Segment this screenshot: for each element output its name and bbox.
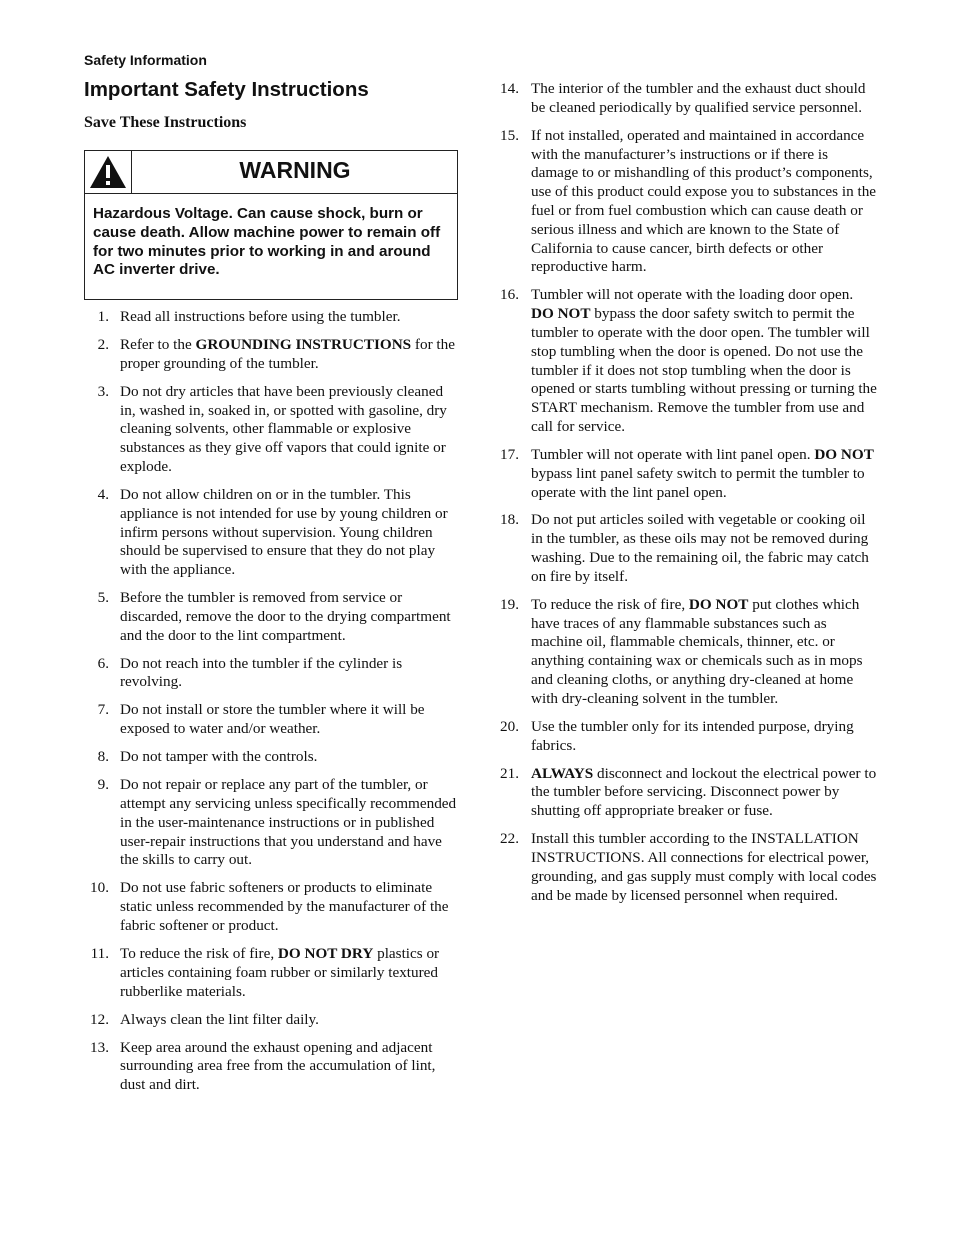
list-item xyxy=(497,446,877,502)
item-number: 16. xyxy=(500,286,519,304)
emphasis-text: DO NOT xyxy=(531,305,591,323)
item-text-segment: Before the tumbler is removed from service or discarded, remove the door to the drying compartment and the door to the lint compartment. xyxy=(120,589,451,644)
instructions-column-left xyxy=(84,308,460,1104)
list-item xyxy=(84,945,460,1001)
item-text xyxy=(531,446,874,501)
warning-text: Hazardous Voltage. Can cause shock, burn or cause death. Allow machine power to remain off for two minutes prior to working in and around AC inverter drive. xyxy=(93,205,441,279)
list-item xyxy=(84,776,460,870)
item-number: 18. xyxy=(500,511,519,529)
item-number: 8. xyxy=(97,748,109,766)
item-number: 2. xyxy=(97,335,109,353)
item-text-segment: Do not reach into the tumbler if the cylinder is revolving. xyxy=(120,654,403,691)
item-text xyxy=(120,383,447,475)
list-item xyxy=(497,830,877,905)
item-text xyxy=(120,945,439,1000)
list-item xyxy=(84,589,460,645)
item-number: 7. xyxy=(97,701,109,719)
emphasis-text: DO NOT DRY xyxy=(277,944,374,962)
list-item xyxy=(497,765,877,821)
item-text xyxy=(120,1039,435,1094)
list-item xyxy=(497,80,877,118)
list-item xyxy=(84,308,460,327)
item-number: 12. xyxy=(90,1010,109,1028)
item-text-segment: Always clean the lint filter daily. xyxy=(120,1010,319,1028)
item-number: 22. xyxy=(500,830,519,848)
item-text-segment: The interior of the tumbler and the exhaust duct should be cleaned periodically by qualified service personnel. xyxy=(531,80,866,116)
item-text xyxy=(531,718,854,754)
list-item xyxy=(84,486,460,580)
item-text xyxy=(120,1011,319,1028)
item-text xyxy=(120,655,402,691)
item-text-segment: Do not install or store the tumbler where it will be exposed to water and/or weather. xyxy=(120,701,425,738)
item-text-segment: To reduce the risk of fire, xyxy=(531,595,689,613)
item-text-segment: Do not use fabric softeners or products to eliminate static unless recommended by the manufacturer of the fabric softener or product. xyxy=(120,879,449,934)
item-number: 6. xyxy=(97,654,109,672)
item-text-segment: Use the tumbler only for its intended purpose, drying fabrics. xyxy=(531,717,854,754)
list-item xyxy=(84,383,460,477)
item-text xyxy=(531,830,876,903)
item-text xyxy=(120,308,401,325)
item-text xyxy=(531,765,876,820)
item-text-segment: for the proper grounding of the tumbler. xyxy=(120,335,455,372)
instructions-column-right xyxy=(497,80,877,915)
list-item xyxy=(84,879,460,935)
item-number: 14. xyxy=(500,80,519,97)
item-text-segment: Install this tumbler according to the INSTALLATION INSTRUCTIONS. All connections for electrical power, grounding, and gas supply must comply with local codes and be made by licensed personnel when required. xyxy=(531,830,877,904)
item-number: 10. xyxy=(90,879,109,897)
item-text xyxy=(120,701,425,737)
item-text xyxy=(120,776,456,868)
emphasis-text: DO NOT xyxy=(814,445,874,463)
section-label: Safety Information xyxy=(84,52,207,68)
list-item xyxy=(84,1039,460,1095)
item-text xyxy=(120,486,448,578)
list-item xyxy=(497,286,877,436)
emphasis-text: ALWAYS xyxy=(531,764,594,782)
item-text xyxy=(120,589,451,644)
list-item xyxy=(497,718,877,756)
item-text-segment: If not installed, operated and maintained in accordance with the manufacturer’s instructions or if there is damage to or mishandling of this product’s components, use of this product could expose you to substances in the fuel or from fuel combustion which can cause death or serious illness and which are known to the State of California to cause cancer, birth defects or other reproductive harm. xyxy=(531,126,877,276)
warning-header xyxy=(85,151,457,194)
page-subtitle: Save These Instructions xyxy=(84,114,247,131)
item-text-segment: Read all instructions before using the tumbler. xyxy=(120,308,401,325)
item-text-segment: Do not dry articles that have been previously cleaned in, washed in, soaked in, or spotted with gasoline, dry cleaning solvents, other flammable or explosive substances as they give off vapors that could ignite or explode. xyxy=(120,382,447,475)
item-number: 11. xyxy=(90,944,109,962)
list-item xyxy=(84,336,460,374)
item-text xyxy=(120,336,455,372)
item-text-segment: Do not put articles soiled with vegetable or cooking oil in the tumbler, as these oils may not be removed during washing. Due to the remaining oil, the fabric may catch on fire by itself. xyxy=(531,511,869,585)
emphasis-text: GROUNDING INSTRUCTIONS xyxy=(195,335,412,353)
item-text-segment: Refer to the xyxy=(120,335,196,353)
item-text xyxy=(120,748,317,765)
item-text-segment: Tumbler will not operate with the loading door open. xyxy=(531,286,854,304)
item-text-segment: Keep area around the exhaust opening and adjacent surrounding area free from the accumulation of lint, dust and dirt. xyxy=(120,1038,436,1094)
emphasis-text: DO NOT xyxy=(688,595,749,613)
list-item xyxy=(84,1011,460,1030)
item-number: 21. xyxy=(500,764,519,782)
page-title: Important Safety Instructions xyxy=(84,78,369,101)
item-text xyxy=(531,286,877,435)
warning-box xyxy=(84,150,458,300)
item-text xyxy=(531,127,876,276)
item-number: 19. xyxy=(500,595,519,613)
item-text-segment: bypass lint panel safety switch to permit the tumbler to operate with the lint panel open. xyxy=(531,464,865,501)
item-number: 20. xyxy=(500,717,519,735)
list-item xyxy=(497,596,877,709)
item-number: 13. xyxy=(90,1038,109,1056)
list-item xyxy=(497,127,877,277)
warning-triangle-icon xyxy=(85,151,132,193)
item-text-segment: plastics or articles containing foam rubber or similarly textured rubberlike materials. xyxy=(120,944,440,1000)
item-text-segment: bypass the door safety switch to permit the tumbler to operate with the door open. The tumbler will stop tumbling when the door is opened. Do not use the tumbler if it does not stop tumbling when the door is opened or starts tumbling without pressing or turning the START mechanism. Remove the tumbler from use and call for service. xyxy=(531,305,877,435)
item-text xyxy=(531,511,869,584)
item-number: 3. xyxy=(97,382,109,400)
item-number: 15. xyxy=(500,126,519,144)
item-number: 1. xyxy=(97,308,109,325)
item-text-segment: Do not repair or replace any part of the tumbler, or attempt any servicing unless specifically recommended in the user-maintenance instructions or in published user-repair instructions that you understand and have the skills to carry out. xyxy=(120,776,457,869)
item-text-segment: Tumbler will not operate with lint panel open. xyxy=(531,445,815,463)
item-text xyxy=(531,596,863,707)
warning-title: WARNING xyxy=(239,157,351,183)
item-text-segment: put clothes which have traces of any flammable substances such as machine oil, flammable chemicals, thinner, etc. or anything containing wax or chemicals such as in mops and cleaning cloths, or anything dry-cleaned at home with dry-cleaning solvent in the tumbler. xyxy=(531,595,863,707)
item-number: 9. xyxy=(97,776,109,794)
item-text xyxy=(120,879,449,934)
item-text xyxy=(531,80,865,116)
list-item xyxy=(497,511,877,586)
item-number: 5. xyxy=(97,589,109,607)
list-item xyxy=(84,748,460,767)
item-text-segment: To reduce the risk of fire, xyxy=(120,944,278,962)
list-item xyxy=(84,655,460,693)
list-item xyxy=(84,701,460,739)
item-text-segment: Do not allow children on or in the tumbler. This appliance is not intended for use by young children or infirm persons without supervision. Young children should be supervised to ensure that they do not play with the appliance. xyxy=(120,485,448,579)
item-text-segment: disconnect and lockout the electrical power to the tumbler before servicing. Disconnect power by shutting off appropriate breaker or fuse. xyxy=(531,764,877,820)
item-number: 4. xyxy=(97,485,109,503)
item-number: 17. xyxy=(500,445,519,463)
item-text-segment: Do not tamper with the controls. xyxy=(120,748,318,766)
